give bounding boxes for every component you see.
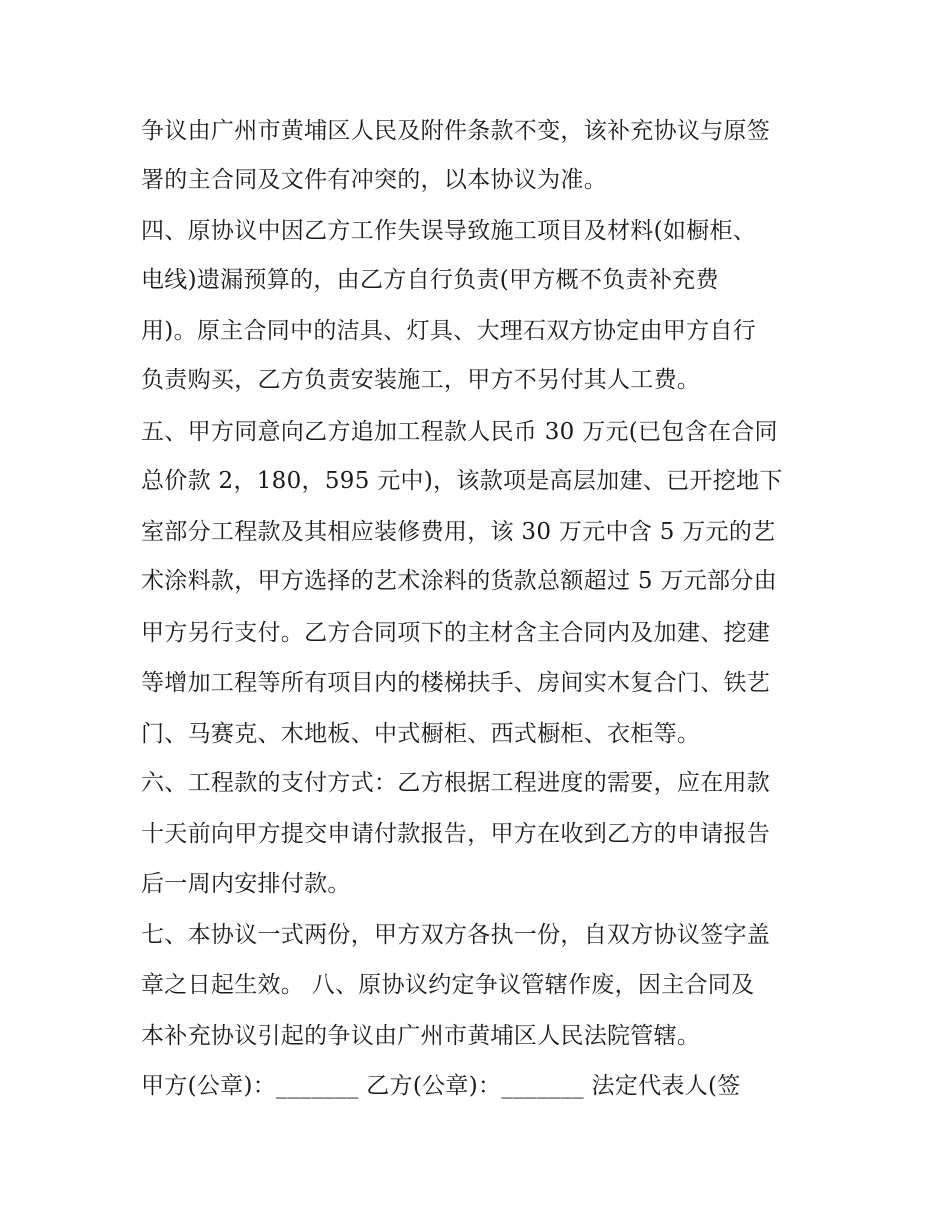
- text-line: 十天前向甲方提交申请付款报告，甲方在收到乙方的申请报告: [141, 821, 771, 847]
- text-line: 七、本协议一式两份，甲方双方各执一份，自双方协议签字盖: [141, 922, 771, 948]
- text-line: 术涂料款，甲方选择的艺术涂料的货款总额超过 5 万元部分由: [141, 568, 777, 594]
- text-line: 电线)遗漏预算的，由乙方自行负责(甲方概不负责补充费: [141, 267, 719, 293]
- text-line: 争议由广州市黄埔区人民及附件条款不变，该补充协议与原签: [141, 118, 771, 144]
- text-line: 六、工程款的支付方式：乙方根据工程进度的需要，应在用款: [141, 770, 771, 796]
- text-line: 负责购买，乙方负责安装施工，甲方不另付其人工费。: [141, 367, 701, 393]
- signature-line: 甲方(公章)：_______ 乙方(公章)：_______ 法定代表人(签: [141, 1073, 741, 1099]
- text-line: 五、甲方同意向乙方追加工程款人民币 30 万元(已包含在合同: [141, 419, 778, 445]
- text-line: 四、原协议中因乙方工作失误导致施工项目及材料(如橱柜、: [141, 218, 757, 244]
- text-line: 甲方另行支付。乙方合同项下的主材含主合同内及加建、挖建: [141, 620, 771, 646]
- text-line: 署的主合同及文件有冲突的，以本协议为准。: [141, 167, 607, 193]
- text-line: 门、马赛克、木地板、中式橱柜、西式橱柜、衣柜等。: [141, 721, 701, 747]
- text-line: 本补充协议引起的争议由广州市黄埔区人民法院管辖。: [141, 1023, 701, 1049]
- text-line: 章之日起生效。 八、原协议约定争议管辖作废，因主合同及: [141, 972, 755, 998]
- text-line: 室部分工程款及其相应装修费用，该 30 万元中含 5 万元的艺: [141, 519, 776, 545]
- text-line: 等增加工程等所有项目内的楼梯扶手、房间实木复合门、铁艺: [141, 670, 771, 696]
- text-line: 总价款 2，180，595 元中)，该款项是高层加建、已开挖地下: [141, 468, 783, 494]
- text-line: 后一周内安排付款。: [141, 871, 351, 897]
- text-line: 用)。原主合同中的洁具、灯具、大理石双方协定由甲方自行: [141, 318, 757, 344]
